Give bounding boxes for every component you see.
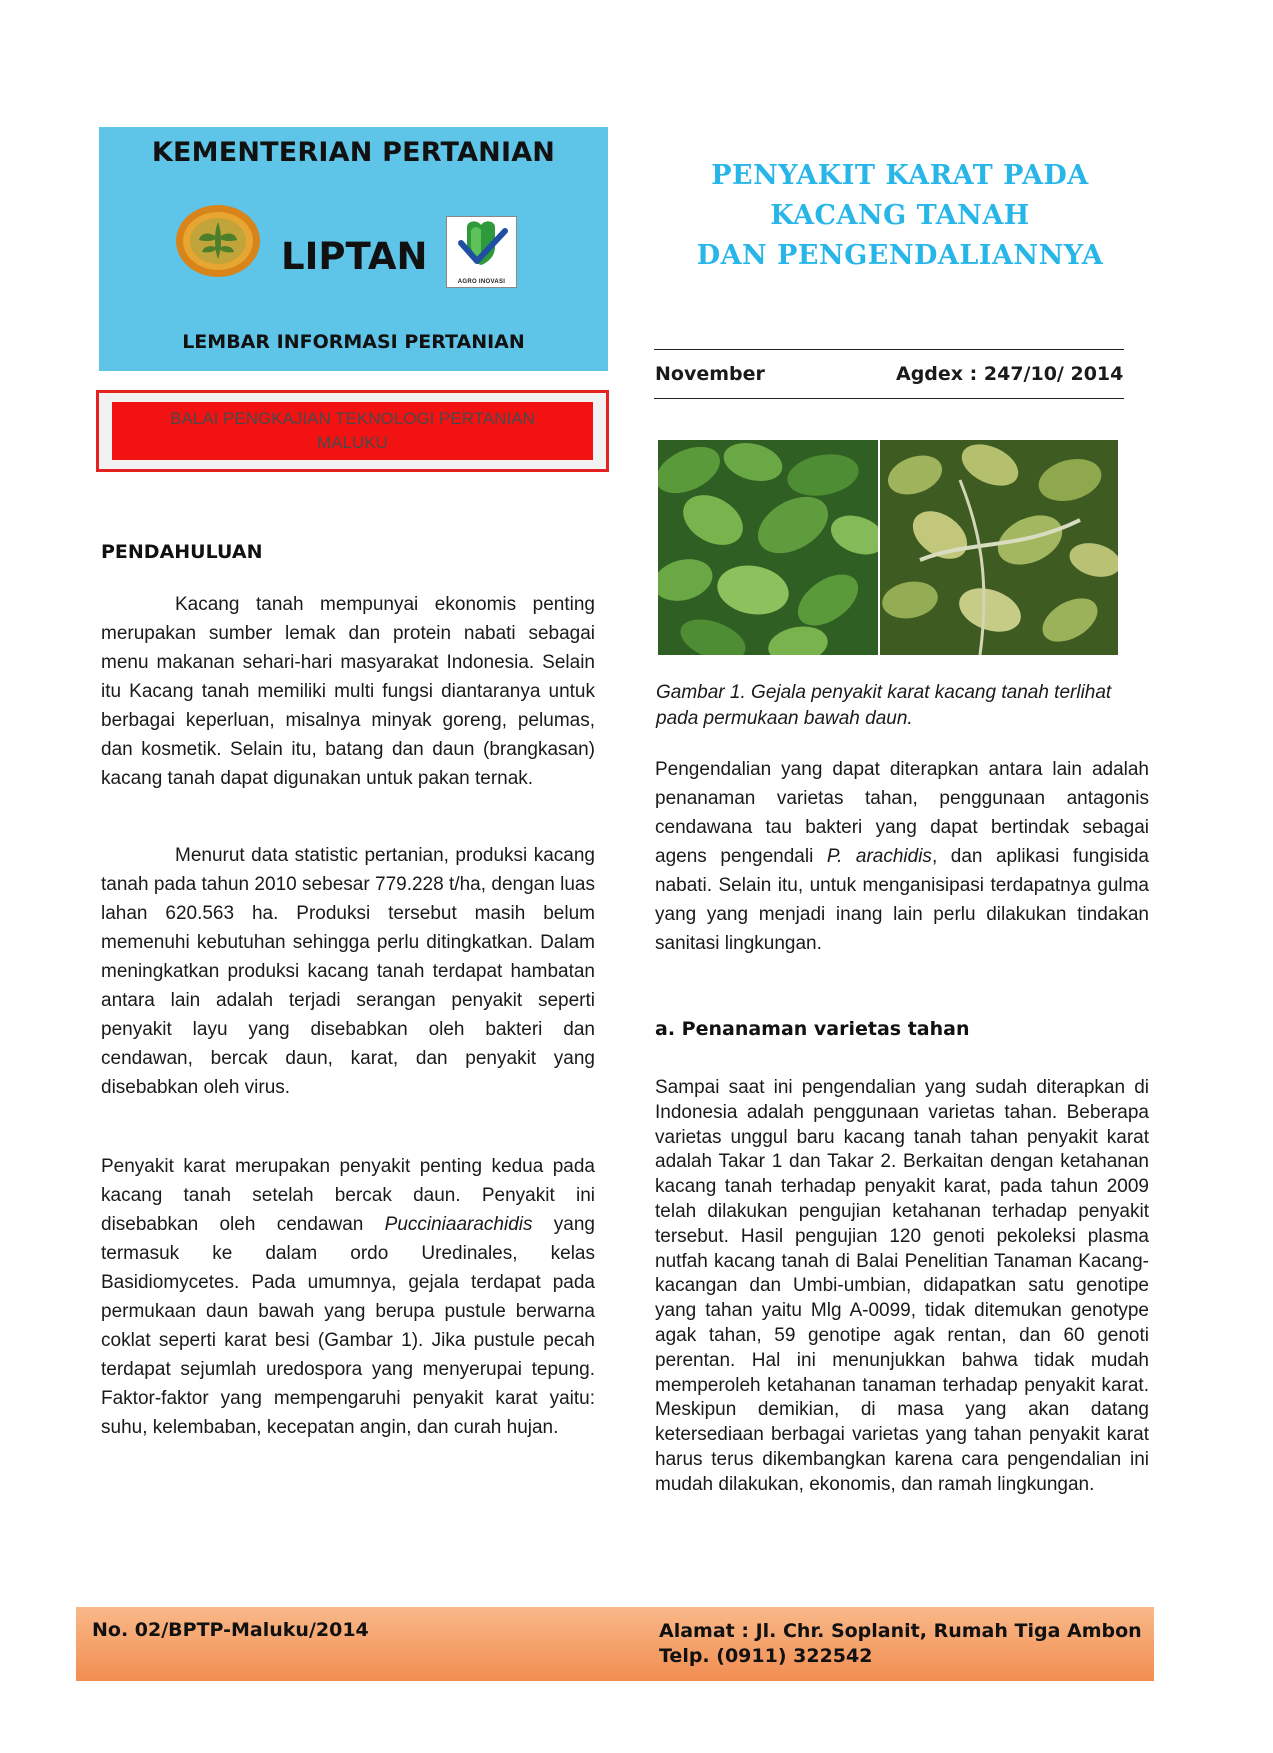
- institution-box: [96, 390, 609, 472]
- agro-inovasi-label: AGRO INOVASI: [457, 279, 506, 285]
- footer-bar: [76, 1607, 1154, 1681]
- title-line-2: KACANG TANAH: [770, 200, 1030, 231]
- agro-inovasi-icon: [447, 217, 516, 275]
- phone-line: Telp. (0911) 322542: [659, 1645, 873, 1667]
- intro-paragraph-3-part-1: Penyakit karat merupakan penyakit penting kedua pada kacang tanah setelah bercak daun. Penyakit ini disebabkan oleh cendawan: [101, 1156, 595, 1235]
- intro-paragraph-2: Menurut data statistic pertanian, produksi kacang tanah pada tahun 2010 sebesar 779.228 t/ha, dengan luas lahan 620.563 ha. Produksi tersebut masih belum memenuhi kebutuhan sehingga perlu ditingkatkan. Dalam meningkatkan produksi kacang tanah terdapat hambatan antara lain adalah terjadi serangan penyakit seperti penyakit layu yang disebabkan oleh bakteri dan cendawan, bercak daun, karat, dan penyakit yang disebabkan oleh virus.: [101, 845, 595, 1098]
- title-line-3: DAN PENGENDALIANNYA: [696, 240, 1104, 271]
- meta-rule-bottom: [654, 398, 1124, 399]
- intro-paragraph-1: Kacang tanah mempunyai ekonomis penting merupakan sumber lemak dan protein nabati sebagai menu makanan sehari-hari masyarakat Indonesia. Selain itu Kacang tanah memiliki multi fungsi diantaranya untuk berbagai keperluan, misalnya minyak goreng, pelumas, dan kosmetik. Selain itu, batang dan daun (brangkasan) kacang tanah dapat digunakan untuk pakan ternak.: [101, 594, 595, 789]
- varieties-paragraph-1: Sampai saat ini pengendalian yang sudah diterapkan di Indonesia adalah penggunaan varietas tahan. Beberapa varietas unggul baru kacang tanah tahan penyakit karat adalah Takar 1 dan Takar 2. Berkaitan dengan ketahanan kacang tanah terhadap penyakit karat, pada tahun 2009 telah dilakukan pengujian ketahanan terhadap penyakit tersebut. Hasil pengujian 120 genoti pekoleksi plasma nutfah kacang tanah di Balai Penelitian Tanaman Kacang-kacangan dan Umbi-umbian, didapatkan satu genotipe yang tahan yaitu Mlg A-0099, tidak ditemukan genotype agak tahan, 59 genotipe agak rentan, dan 60 genoti perentan. Hal ini menunjukkan bahwa tidak mudah memperoleh ketahanan tanaman terhadap penyakit karat. Meskipun demikian, di masa yang akan datang ketersediaan berbagai varietas yang tahan penyakit karat harus terus dikembangkan karena cara pengendalian ini mudah dilakukan, ekonomis, dan ramah lingkungan.: [655, 1077, 1149, 1495]
- issue-number: No. 02/BPTP-Maluku/2014: [92, 1619, 369, 1641]
- intro-heading: PENDAHULUAN: [101, 541, 263, 563]
- figure-caption: Gambar 1. Gejala penyakit karat kacang tanah terlihat pada permukaan bawah daun.: [656, 682, 1112, 729]
- peanut-leaves-image-right: [880, 440, 1118, 655]
- title-line-1: PENYAKIT KARAT PADA: [711, 160, 1089, 191]
- meta-rule-top: [654, 349, 1124, 350]
- ministry-name: KEMENTERIAN PERTANIAN: [151, 137, 556, 168]
- program-name: LIPTAN: [281, 235, 428, 278]
- control-paragraph-1-part-2: , dan aplikasi fungisida nabati. Selain itu, untuk menganisipasi terdapatnya gulma yang yang menjadi inang lain perlu dilakukan tindakan sanitasi lingkungan.: [655, 846, 1149, 954]
- varieties-heading: a. Penanaman varietas tahan: [655, 1018, 970, 1040]
- pathogen-species-short: P. arachidis: [826, 846, 932, 867]
- issue-month: November: [655, 363, 765, 385]
- photo-rust-symptoms: [880, 440, 1118, 655]
- agro-inovasi-logo: [446, 216, 517, 288]
- header-subtitle: LEMBAR INFORMASI PERTANIAN: [182, 331, 525, 353]
- agdex-code: Agdex : 247/10/ 2014: [896, 363, 1124, 385]
- institution-name: BALAI PENGKAJIAN TEKNOLOGI PERTANIAN MALUKU: [170, 409, 535, 452]
- control-paragraph-1: [655, 755, 1149, 958]
- contact-block: [659, 1619, 1142, 1669]
- ministry-seal-icon: [175, 204, 261, 278]
- document-title: [640, 156, 1160, 276]
- pathogen-species-name: Pucciniaarachidis: [384, 1214, 533, 1235]
- institution-banner: [112, 402, 593, 460]
- intro-paragraph-3-part-2: yang termasuk ke dalam ordo Uredinales, kelas Basidiomycetes. Pada umumnya, gejala terdapat pada permukaan daun bawah yang berupa pustule berwarna coklat seperti karat besi (Gambar 1). Jika pustule pecah terdapat sejumlah uredospora yang menyerupai tepung. Faktor-faktor yang mempengaruhi penyakit karat yaitu: suhu, kelembaban, kecepatan angin, dan curah hujan.: [101, 1214, 595, 1438]
- peanut-leaves-image-left: [658, 440, 878, 655]
- control-paragraph-1-part-1: Pengendalian yang dapat diterapkan antara lain adalah penanaman varietas tahan, penggunaan antagonis cendawana tau bakteri yang dapat bertindak sebagai agens pengendali: [655, 759, 1149, 867]
- address-line: Alamat : Jl. Chr. Soplanit, Rumah Tiga Ambon: [659, 1620, 1142, 1642]
- header-banner: [99, 127, 608, 371]
- intro-paragraph-3: [101, 1152, 595, 1442]
- photo-healthy-leaves: [658, 440, 878, 655]
